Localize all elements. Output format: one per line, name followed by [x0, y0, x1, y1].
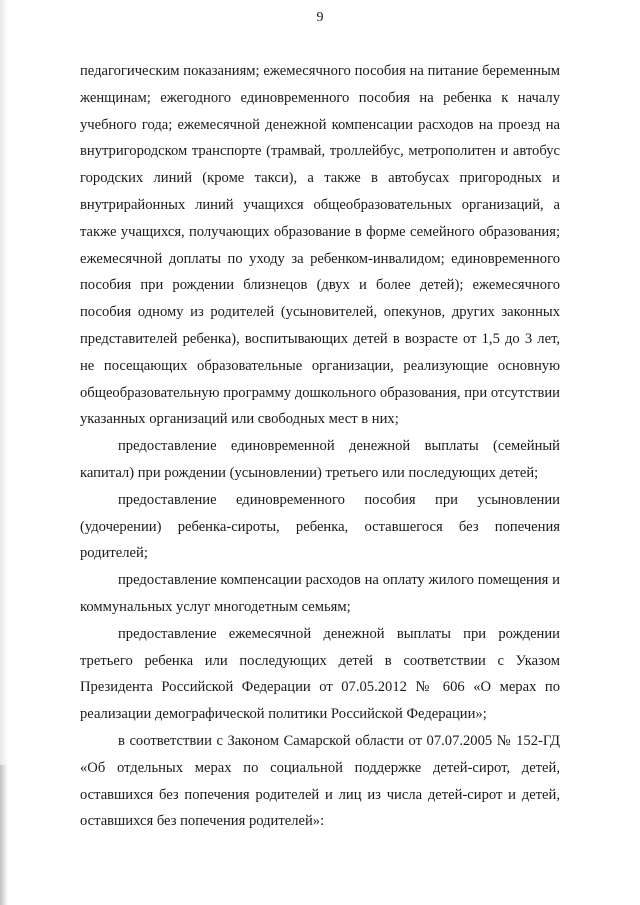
- paragraph-samara-law: в соответствии с Законом Самарской области от 07.07.2005 № 152-ГД «Об отдельных мерах по социальной поддержке детей-сирот, детей, оставшихся без попечения родителей и лиц из числа детей-сирот и детей, оставшихся без попечения родителей»:: [80, 732, 560, 830]
- scan-edge-shadow-bottom: [0, 765, 8, 905]
- paragraph-housing-compensation: предоставление компенсации расходов на оплату жилого помещения и коммунальных услуг многодетным семьям;: [80, 572, 560, 615]
- paragraph-family-capital: предоставление единовременной денежной выплаты (семейный капитал) при рождении (усыновлении) третьего или последующих детей;: [80, 438, 560, 481]
- page-number: 9: [316, 10, 324, 25]
- paragraph-adoption-allowance: предоставление единовременного пособия при усыновлении (удочерении) ребенка-сироты, ребенка, оставшегося без попечения родителей;: [80, 491, 560, 562]
- document-body: [80, 58, 560, 835]
- paragraph-continuation: педагогическим показаниям; ежемесячного пособия на питание беременным женщинам; ежегодного единовременного пособия на ребенка к началу учебного года; ежемесячной денежной компенсации расходов на проезд на внутригородском транспорте (трамвай, троллейбус, метрополитен и автобус городских линий (кроме такси), а также в автобусах пригородных и внутрирайонных линий учащихся общеобразовательных организаций, а также учащихся, получающих образование в форме семейного образования; ежемесячной доплаты по уходу за ребенком-инвалидом; единовременного пособия при рождении близнецов (двух и более детей); ежемесячного пособия одному из родителей (усыновителей, опекунов, других законных представителей ребенка), воспитывающих детей в возрасте от 1,5 до 3 лет, не посещающих образовательные организации, реализующие основную общеобразовательную программу дошкольного образования, при отсутствии указанных организаций или свободных мест в них;: [80, 63, 560, 428]
- paragraph-monthly-payment: предоставление ежемесячной денежной выплаты при рождении третьего ребенка или последующих детей в соответствии с Указом Президента Российской Федерации от 07.05.2012 № 606 «О мерах по реализации демографической политики Российской Федерации»;: [80, 625, 560, 723]
